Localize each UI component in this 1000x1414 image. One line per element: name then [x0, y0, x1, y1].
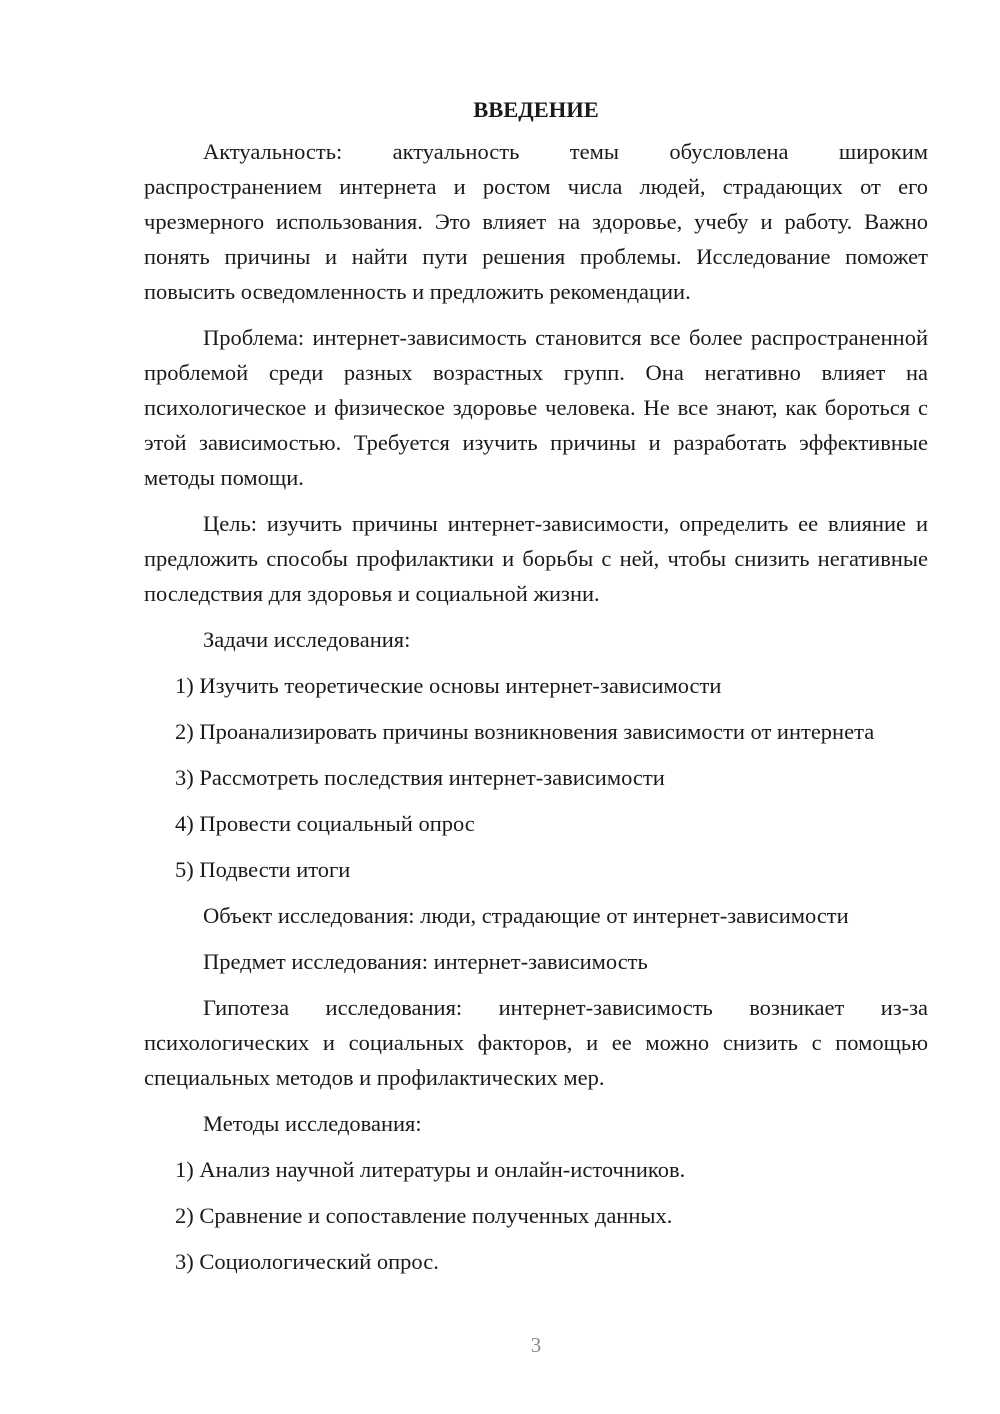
- goal-paragraph: Цель: изучить причины интернет-зависимости, определить ее влияние и предложить способы профилактики и борьбы с ней, чтобы снизить негативные последствия для здоровья и социальной жизни.: [144, 511, 928, 606]
- tasks-heading: Задачи исследования:: [203, 627, 411, 652]
- section-title: ВВЕДЕНИЕ: [473, 97, 599, 122]
- page-content: [144, 92, 928, 1290]
- task-item-4: 4) Провести социальный опрос: [175, 811, 475, 836]
- task-item-2: 2) Проанализировать причины возникновения зависимости от интернета: [175, 719, 875, 744]
- hypothesis-paragraph: Гипотеза исследования: интернет-зависимость возникает из-за психологических и социальных факторов, и ее можно снизить с помощью специальных методов и профилактических мер.: [144, 995, 928, 1090]
- problem-paragraph: Проблема: интернет-зависимость становится все более распространенной проблемой среди разных возрастных групп. Она негативно влияет на психологическое и физическое здоровье человека. Не все знают, как бороться с этой зависимостью. Требуется изучить причины и разработать эффективные методы помощи.: [144, 325, 928, 490]
- method-item-2: 2) Сравнение и сопоставление полученных данных.: [175, 1203, 673, 1228]
- task-item-1: 1) Изучить теоретические основы интернет-зависимости: [175, 673, 722, 698]
- task-item-3: 3) Рассмотреть последствия интернет-зависимости: [175, 765, 665, 790]
- relevance-paragraph: Актуальность: актуальность темы обусловлена широким распространением интернета и ростом числа людей, страдающих от его чрезмерного использования. Это влияет на здоровье, учебу и работу. Важно понять причины и найти пути решения проблемы. Исследование поможет повысить осведомленность и предложить рекомендации.: [144, 139, 928, 304]
- task-item-5: 5) Подвести итоги: [175, 857, 351, 882]
- research-subject: Предмет исследования: интернет-зависимость: [203, 949, 648, 974]
- methods-heading: Методы исследования:: [203, 1111, 422, 1136]
- method-item-1: 1) Анализ научной литературы и онлайн-источников.: [175, 1157, 686, 1182]
- research-object: Объект исследования: люди, страдающие от интернет-зависимости: [203, 903, 849, 928]
- method-item-3: 3) Социологический опрос.: [175, 1249, 439, 1274]
- page-number: 3: [530, 1333, 542, 1357]
